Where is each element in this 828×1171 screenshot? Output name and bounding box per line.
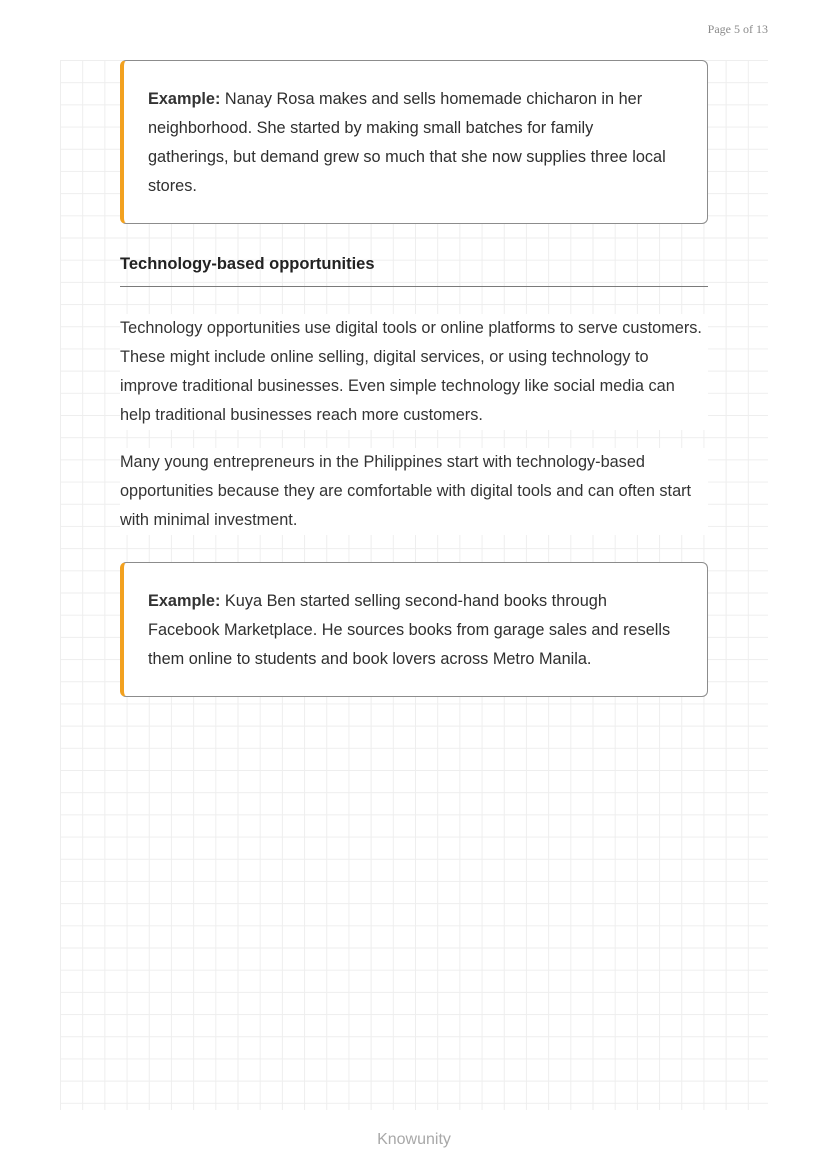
page-content — [120, 60, 708, 697]
example-callout-2 — [120, 562, 708, 697]
paragraph-1: Technology opportunities use digital tools or online platforms to serve customers. These might include online selling, digital services, or using technology to improve traditional businesses. Even simple technology like social media can help traditional businesses reach more customers. — [120, 314, 708, 430]
example-label: Example: — [148, 592, 221, 610]
paragraph-2: Many young entrepreneurs in the Philippines start with technology-based opportunities because they are comfortable with digital tools and can often start with minimal investment. — [120, 448, 708, 535]
example-text: Nanay Rosa makes and sells homemade chicharon in her neighborhood. She started by making small batches for family gatherings, but demand grew so much that she now supplies three local stores. — [148, 90, 666, 195]
example-label: Example: — [148, 90, 221, 108]
footer-brand: Knowunity — [377, 1131, 451, 1148]
example-text: Kuya Ben started selling second-hand books through Facebook Marketplace. He sources books from garage sales and resells them online to students and book lovers across Metro Manila. — [148, 592, 671, 668]
example-callout-1 — [120, 60, 708, 224]
section-heading: Technology-based opportunities — [120, 255, 708, 287]
page-number: Page 5 of 13 — [707, 22, 768, 36]
